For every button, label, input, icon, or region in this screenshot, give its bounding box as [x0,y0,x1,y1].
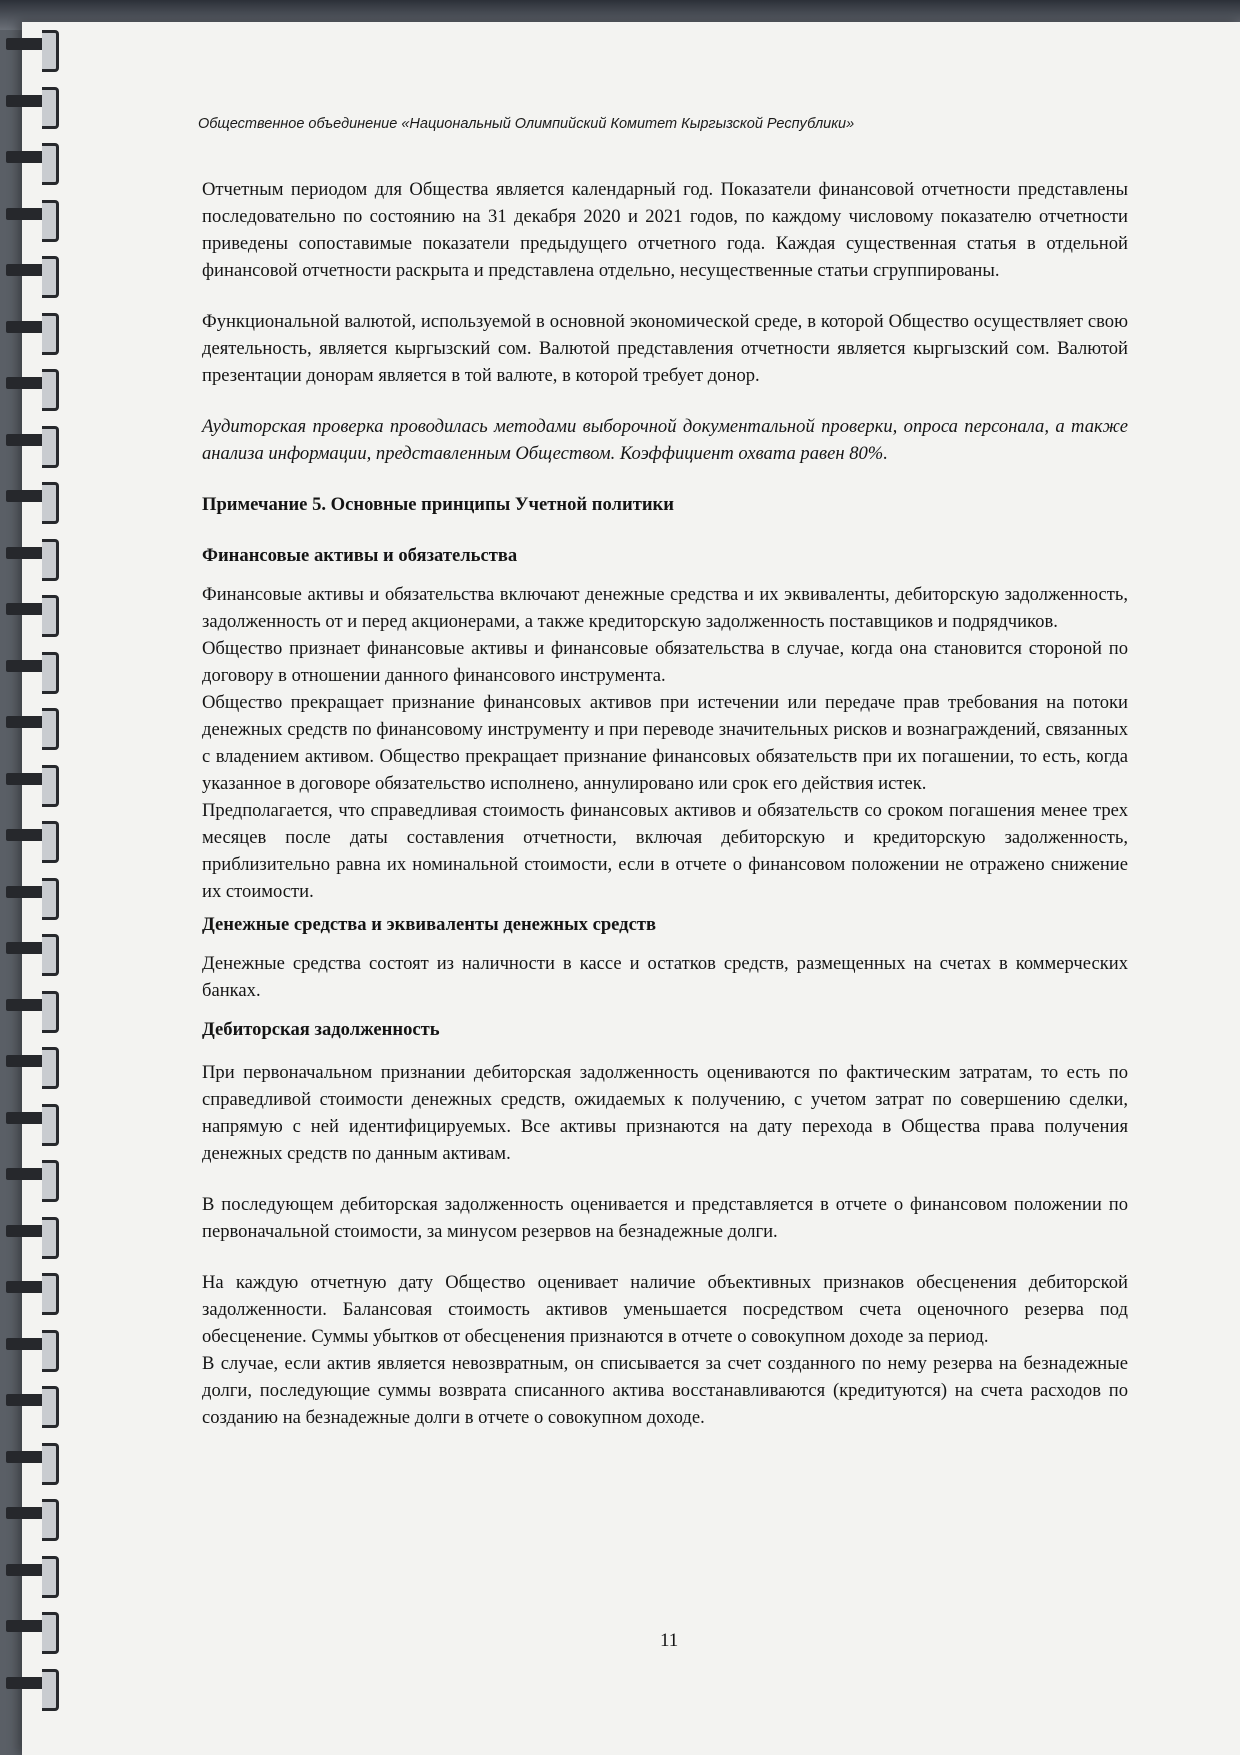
page-header: Общественное объединение «Национальный Олимпийский Комитет Кыргызской Республики» [198,116,855,132]
receivables-paragraph-4: В случае, если актив является невозвратным, он списывается за счет созданного по нему резерва на безнадежные долги, последующие суммы возврата списанного актива восстанавливаются (кредитуются) на счета расходов по созданию на безнадежные долги в отчете о совокупном доходе. [202,1353,1128,1428]
spiral-binding [0,20,70,1755]
financial-assets-paragraph-2: Общество признает финансовые активы и финансовые обязательства в случае, когда она становится стороной по договору в отношении данного финансового инструмента. [202,638,1128,686]
binding-ring [6,30,58,74]
binding-ring [6,708,58,752]
binding-ring [6,1443,58,1487]
receivables-heading: Дебиторская задолженность [202,1019,440,1040]
binding-ring [6,1556,58,1600]
binding-ring [6,652,58,696]
binding-ring [6,369,58,413]
binding-ring [6,934,58,978]
cash-heading: Денежные средства и эквиваленты денежных средств [202,914,657,935]
audit-note-paragraph: Аудиторская проверка проводилась методами выборочной документальной проверки, опроса персонала, а также анализа информации, представленным Обществом. Коэффициент охвата равен 80%. [202,416,1128,464]
intro-paragraph-1: Отчетным периодом для Общества является календарный год. Показатели финансовой отчетности представлены последовательно по состоянию на 31 декабря 2020 и 2021 годов, по каждому числовому показателю отчетности приведены сопоставимые показатели предыдущего отчетного года. Каждая существенная статья в отдельной финансовой отчетности раскрыта и представлена отдельно, несущественные статьи сгруппированы. [202,179,1128,281]
cash-paragraph-1: Денежные средства состоят из наличности в кассе и остатков средств, размещенных на счетах в коммерческих банках. [202,953,1128,1001]
binding-ring [6,256,58,300]
binding-ring [6,426,58,470]
page-content [202,176,1128,1431]
binding-ring [6,1386,58,1430]
binding-ring [6,539,58,583]
receivables-paragraph-3: На каждую отчетную дату Общество оценивает наличие объективных признаков обесценения дебиторской задолженности. Балансовая стоимость активов уменьшается посредством счета оценочного резерва под обесценение. Суммы убытков от обесценения признаются в отчете о совокупном доходе за период. [202,1272,1128,1347]
binding-ring [6,87,58,131]
financial-assets-paragraph-1: Финансовые активы и обязательства включают денежные средства и их эквиваленты, дебиторскую задолженность, задолженность от и перед акционерами, а также кредиторскую задолженность поставщиков и подрядчиков. [202,584,1128,632]
binding-ring [6,1217,58,1261]
binding-ring [6,200,58,244]
binding-ring [6,1330,58,1374]
binding-ring [6,1612,58,1656]
binding-ring [6,1499,58,1543]
binding-ring [6,991,58,1035]
receivables-paragraph-1: При первоначальном признании дебиторская задолженность оцениваются по фактическим затратам, то есть по справедливой стоимости денежных средств, ожидаемых к получению, с учетом затрат по совершению сделки, напрямую с ней идентифицируемых. Все активы признаются на дату перехода в Общества права получения денежных средств по данным активам. [202,1062,1128,1164]
binding-ring [6,595,58,639]
binding-ring [6,1104,58,1148]
receivables-paragraph-2: В последующем дебиторская задолженность оценивается и представляется в отчете о финансовом положении по первоначальной стоимости, за минусом резервов на безнадежные долги. [202,1194,1128,1242]
financial-assets-heading: Финансовые активы и обязательства [202,545,518,566]
financial-assets-paragraph-3: Общество прекращает признание финансовых активов при истечении или передаче прав требования на потоки денежных средств по финансовому инструменту и при переводе значительных рисков и вознаграждений, связанных с владением активом. Общество прекращает признание финансовых обязательств при их погашении, то есть, когда указанное в договоре обязательство исполнено, аннулировано или срок его действия истек. [202,692,1128,794]
binding-ring [6,482,58,526]
binding-ring [6,821,58,865]
page-number: 11 [660,1630,679,1651]
binding-ring [6,1273,58,1317]
binding-ring [6,1047,58,1091]
intro-paragraph-2: Функциональной валютой, используемой в основной экономической среде, в которой Общество осуществляет свою деятельность, является кыргызский сом. Валютой представления отчетности является кыргызский сом. Валютой презентации донорам является в той валюте, в которой требует донор. [202,311,1128,386]
binding-ring [6,1669,58,1713]
binding-ring [6,143,58,187]
binding-ring [6,878,58,922]
note5-title: Примечание 5. Основные принципы Учетной политики [202,494,674,515]
binding-ring [6,1160,58,1204]
binding-ring [6,313,58,357]
financial-assets-paragraph-4: Предполагается, что справедливая стоимость финансовых активов и обязательств со сроком погашения менее трех месяцев после даты составления отчетности, включая дебиторскую и кредиторскую задолженность, приблизительно равна их номинальной стоимости, если в отчете о финансовом положении не отражено снижение их стоимости. [202,800,1128,902]
binding-ring [6,765,58,809]
